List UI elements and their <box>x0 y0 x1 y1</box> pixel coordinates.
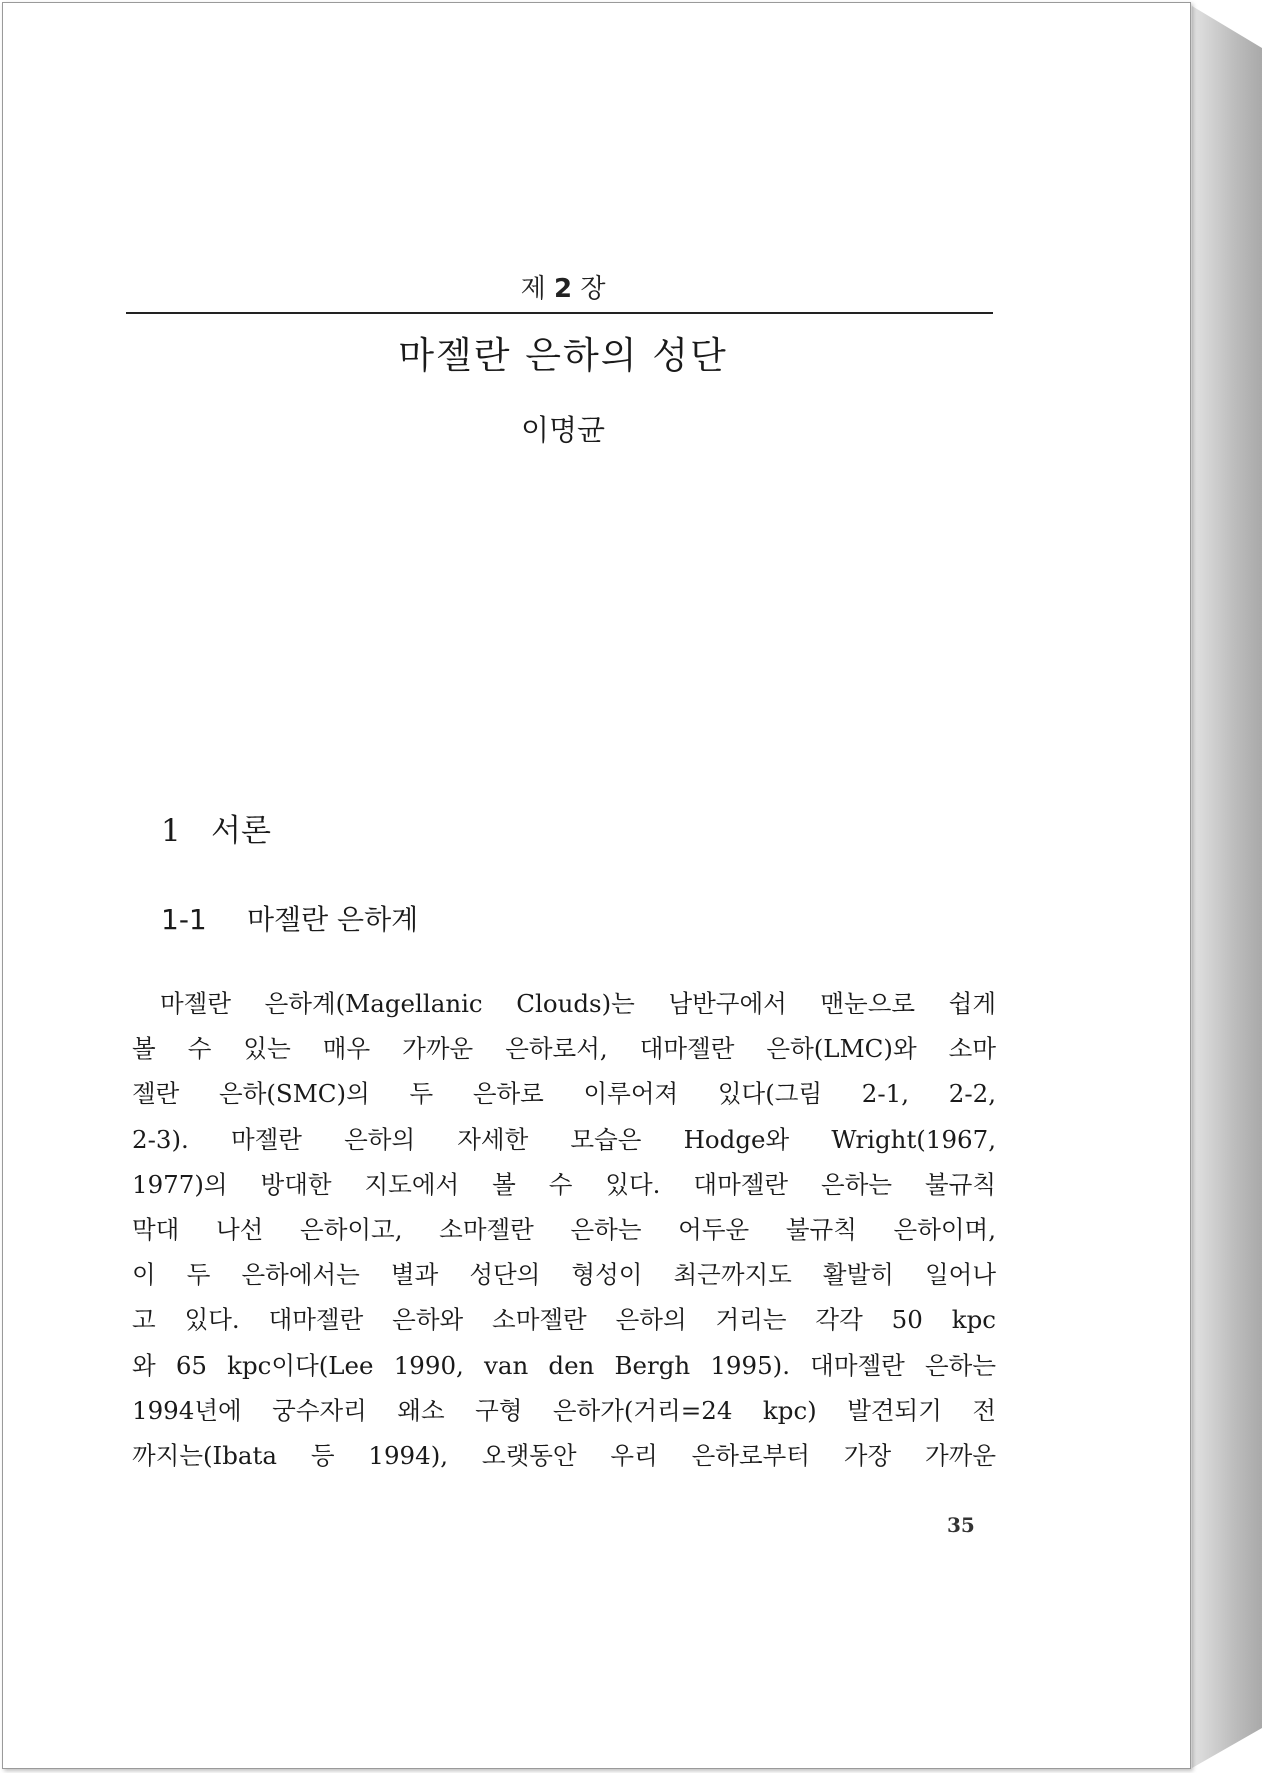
page-edge <box>1192 6 1262 1768</box>
chapter-divider <box>126 312 993 314</box>
chapter-label-suffix: 장 <box>580 274 606 304</box>
body-line: 마젤란 은하계(Magellanic Clouds)는 남반구에서 맨눈으로 쉽게 <box>160 989 996 1018</box>
subsection-heading <box>161 898 418 938</box>
section-title: 서론 <box>211 813 271 849</box>
body-line: 까지는(Ibata 등 1994), 오랫동안 우리 은하로부터 가장 가까운 <box>132 1441 996 1471</box>
body-line: 이 두 은하에서는 별과 성단의 형성이 최근까지도 활발히 일어나 <box>132 1260 996 1290</box>
page-number: 35 <box>947 1513 975 1537</box>
body-line: 와 65 kpc이다(Lee 1990, van den Bergh 1995). 대마젤란 은하는 <box>132 1350 996 1380</box>
author-name: 이명균 <box>520 413 606 447</box>
body-line: 1994년에 궁수자리 왜소 구형 은하가(거리=24 kpc) 발견되기 전 <box>132 1395 996 1425</box>
body-line: 1977)의 방대한 지도에서 볼 수 있다. 대마젤란 은하는 불규칙 <box>132 1169 996 1199</box>
subsection-title: 마젤란 은하계 <box>247 903 419 936</box>
body-line: 젤란 은하(SMC)의 두 은하로 이루어져 있다(그림 2-1, 2-2, <box>132 1079 996 1109</box>
section-number: 1 <box>161 813 181 849</box>
book-page <box>2 2 1191 1769</box>
body-line: 고 있다. 대마젤란 은하와 소마젤란 은하의 거리는 각각 50 kpc <box>132 1305 996 1335</box>
chapter-title: 마젤란 은하의 성단 <box>398 334 728 377</box>
chapter-label <box>3 268 1123 305</box>
section-heading <box>161 805 271 850</box>
body-line: 2-3). 마젤란 은하의 자세한 모습은 Hodge와 Wright(1967, <box>132 1124 996 1154</box>
chapter-number: 2 <box>553 274 573 304</box>
body-line: 볼 수 있는 매우 가까운 은하로서, 대마젤란 은하(LMC)와 소마 <box>132 1034 996 1064</box>
chapter-label-prefix: 제 <box>520 274 546 304</box>
body-paragraph <box>132 981 996 1478</box>
body-line: 막대 나선 은하이고, 소마젤란 은하는 어두운 불규칙 은하이며, <box>132 1215 996 1245</box>
subsection-number: 1-1 <box>161 903 207 936</box>
